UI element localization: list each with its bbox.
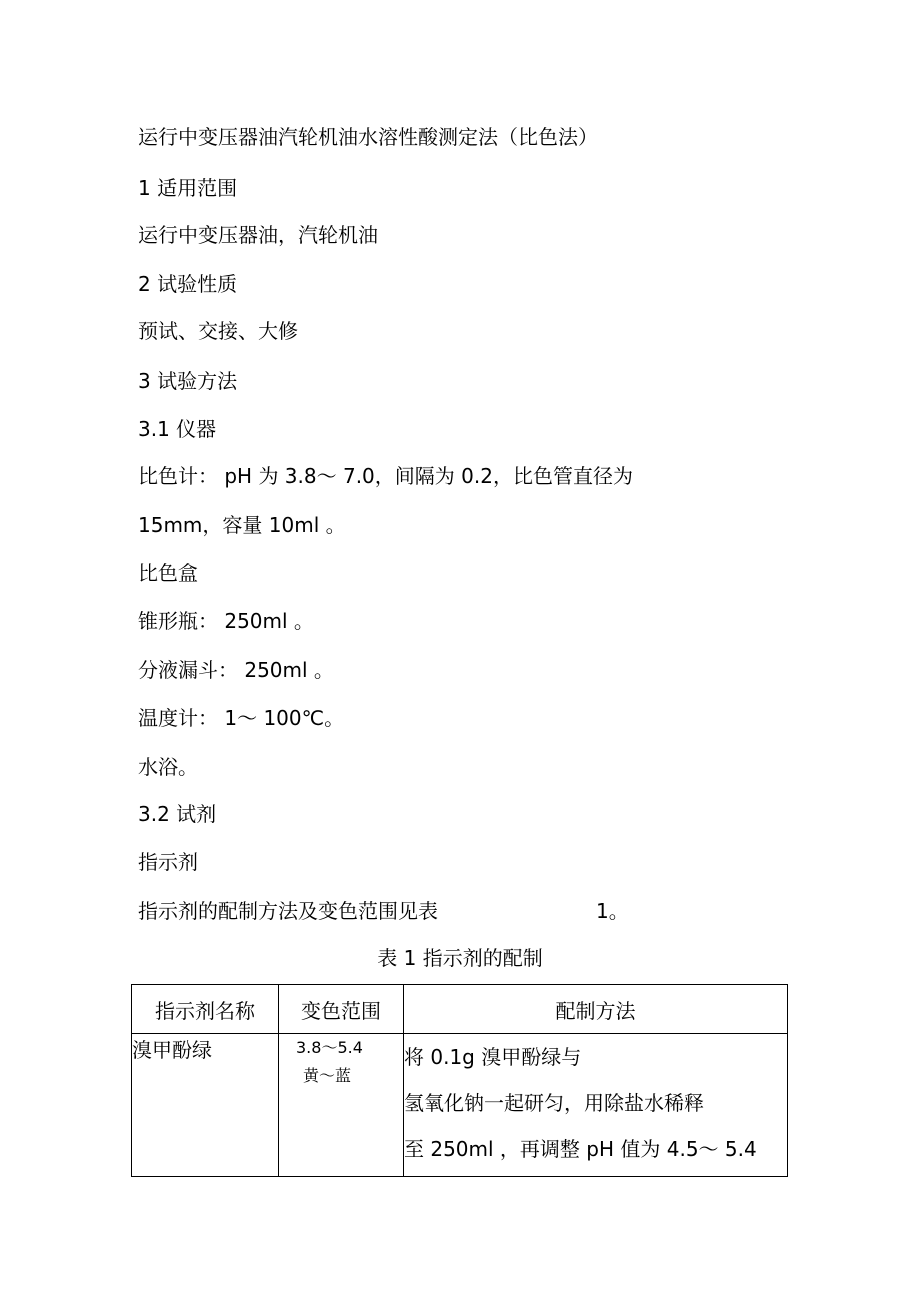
method-line: 氢氧化钠一起研匀，用除盐水稀释 xyxy=(404,1091,704,1115)
preparation-method-cell xyxy=(404,1034,788,1177)
conical-flask-item: 锥形瓶： 250ml 。 xyxy=(138,609,314,633)
section-1-heading: 1 适用范围 xyxy=(138,176,238,200)
document-title: 运行中变压器油汽轮机油水溶性酸测定法（比色法） xyxy=(138,125,598,149)
water-bath-item: 水浴。 xyxy=(138,755,198,779)
colorimetric-box-item: 比色盒 xyxy=(138,561,198,585)
method-line: 至 250ml ，再调整 pH 值为 4.5～ 5.4 xyxy=(404,1137,757,1161)
color-range-cell xyxy=(279,1034,404,1177)
indicator-table xyxy=(131,984,788,1177)
separatory-funnel-item: 分液漏斗： 250ml 。 xyxy=(138,658,334,682)
section-2-heading: 2 试验性质 xyxy=(138,272,238,296)
thermometer-item: 温度计： 1～ 100℃。 xyxy=(138,706,345,730)
header-indicator-name: 指示剂名称 xyxy=(132,985,279,1034)
section-3-1-heading: 3.1 仪器 xyxy=(138,417,217,441)
table-header-row xyxy=(132,985,788,1034)
section-3-heading: 3 试验方法 xyxy=(138,369,238,393)
table-caption: 表 1 指示剂的配制 xyxy=(377,946,543,970)
section-3-2-heading: 3.2 试剂 xyxy=(138,802,217,826)
colorimeter-line-2: 15mm，容量 10ml 。 xyxy=(138,513,346,537)
indicator-note-text: 指示剂的配制方法及变色范围见表 xyxy=(138,899,438,923)
table-row xyxy=(132,1034,788,1177)
colorimeter-line-1: 比色计： pH 为 3.8～ 7.0，间隔为 0.2，比色管直径为 xyxy=(138,464,633,488)
indicator-note xyxy=(138,898,629,924)
section-1-text: 运行中变压器油，汽轮机油 xyxy=(138,223,378,247)
indicator-heading: 指示剂 xyxy=(138,850,198,874)
indicator-name-cell: 溴甲酚绿 xyxy=(132,1034,279,1177)
header-preparation-method: 配制方法 xyxy=(404,985,788,1034)
range-values: 3.8～5.4 xyxy=(296,1038,363,1057)
indicator-note-table-ref: 1。 xyxy=(596,899,629,923)
method-line: 将 0.1g 溴甲酚绿与 xyxy=(404,1045,582,1069)
section-2-text: 预试、交接、大修 xyxy=(138,319,298,343)
header-color-range: 变色范围 xyxy=(279,985,404,1034)
range-colors: 黄～蓝 xyxy=(303,1066,352,1085)
